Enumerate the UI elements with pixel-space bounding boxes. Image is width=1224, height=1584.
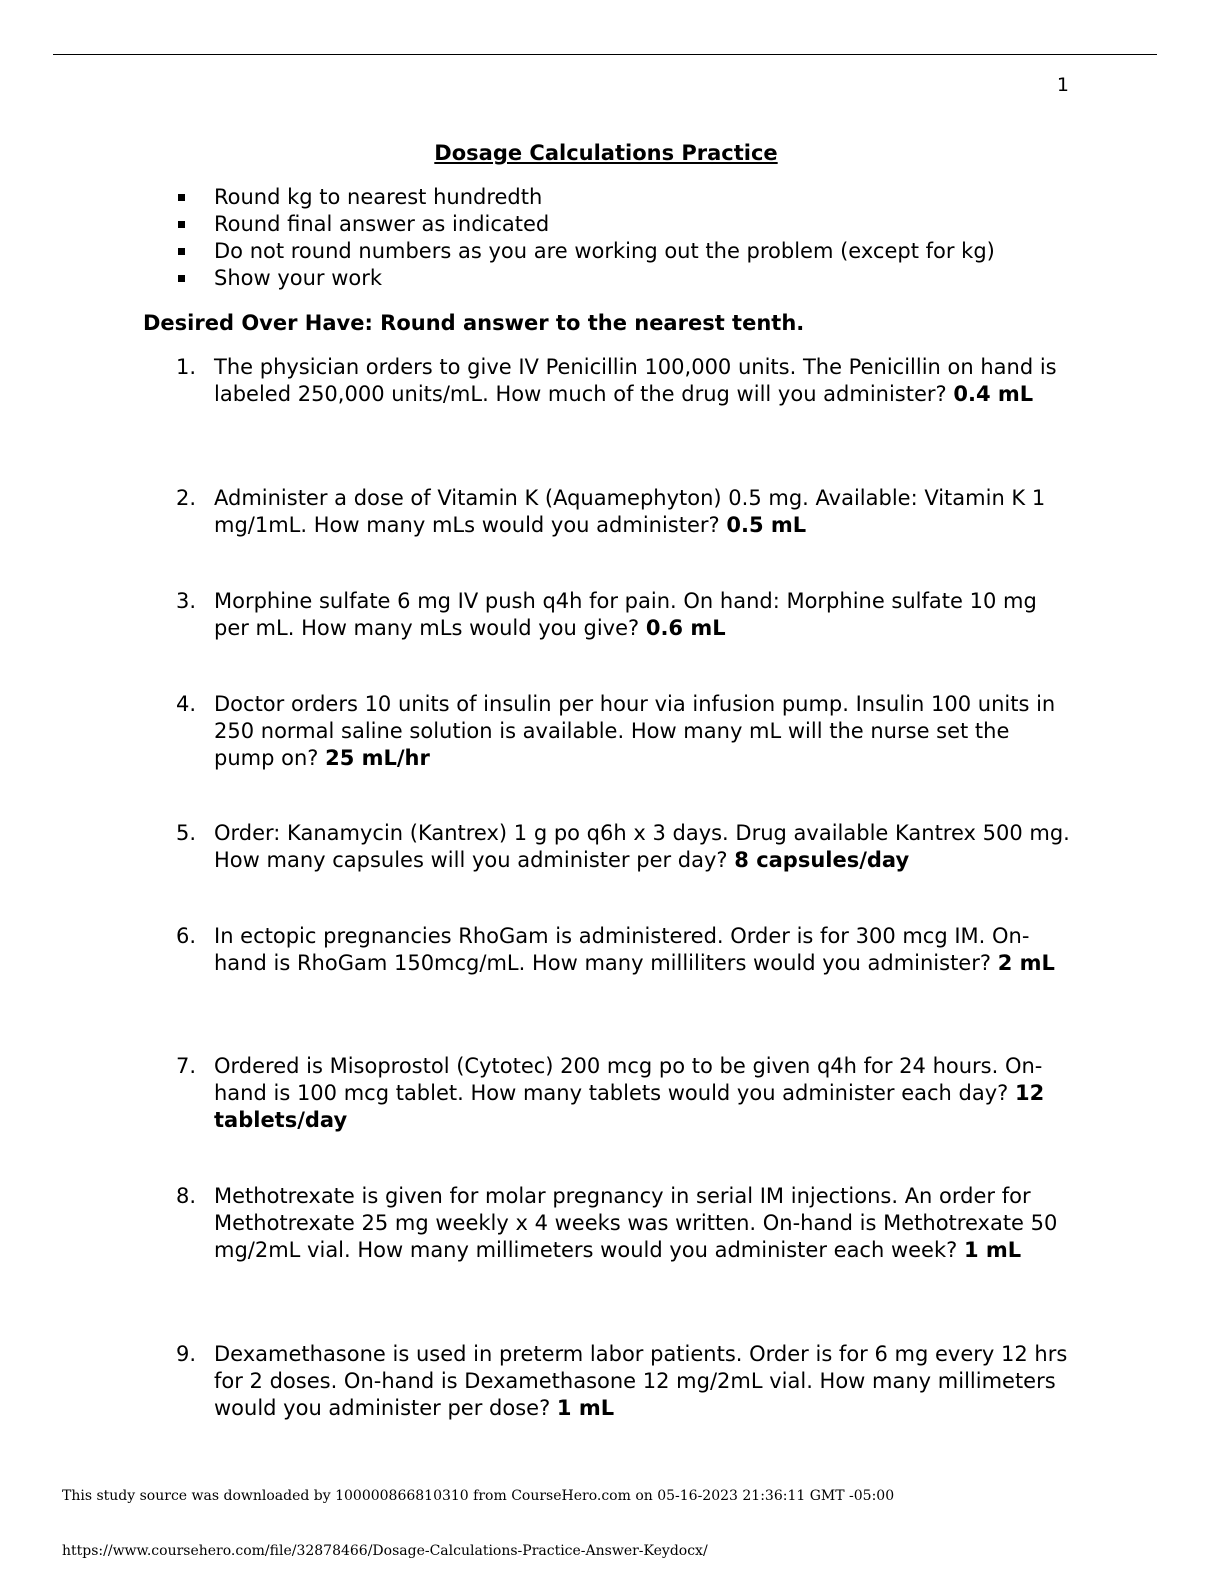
problem-question: Order: Kanamycin (Kantrex) 1 g po q6h x 3 days. Drug available Kantrex 500 mg. How many capsules will you administer per day? [214, 821, 1070, 872]
instruction-item [178, 238, 995, 265]
problem-number: 8. [176, 1184, 197, 1208]
instruction-text: Round kg to nearest hundredth [214, 185, 543, 209]
problem-text-block [214, 1053, 1076, 1134]
problem-number: 3. [176, 589, 197, 613]
problem-number: 1. [176, 355, 197, 379]
problem-question: In ectopic pregnancies RhoGam is administered. Order is for 300 mcg IM. On-hand is RhoGam 150mcg/mL. How many milliliters would you administer? [214, 924, 1030, 975]
problem-number: 6. [176, 924, 197, 948]
problem-answer: 12 tablets/day [214, 1081, 1045, 1132]
problem-item [176, 820, 1076, 874]
instruction-text: Show your work [214, 266, 383, 290]
problem-question: Doctor orders 10 units of insulin per hour via infusion pump. Insulin 100 units in 250 normal saline solution is available. How many mL will the nurse set the pump on? [214, 692, 1056, 770]
problem-text-block [214, 1183, 1076, 1264]
problem-question: Administer a dose of Vitamin K (Aquamephyton) 0.5 mg. Available: Vitamin K 1 mg/1mL. How many mLs would you administer? [214, 486, 1046, 537]
problem-number: 5. [176, 821, 197, 845]
problem-question: Dexamethasone is used in preterm labor patients. Order is for 6 mg every 12 hrs for 2 doses. On-hand is Dexamethasone 12 mg/2mL vial. How many millimeters would you administer per dose? [214, 1342, 1068, 1420]
problem-item [176, 1183, 1076, 1264]
problem-text-block [214, 588, 1076, 642]
problem-answer: 25 mL/hr [325, 746, 430, 770]
square-bullet-icon [178, 275, 185, 282]
problem-text-block [214, 923, 1076, 977]
problem-question: Ordered is Misoprostol (Cytotec) 200 mcg po to be given q4h for 24 hours. On-hand is 100 mcg tablet. How many tablets would you administer each day? [214, 1054, 1043, 1105]
problem-number: 7. [176, 1054, 197, 1078]
problem-text-block [214, 354, 1076, 408]
section-heading: Desired Over Have: Round answer to the nearest tenth. [143, 311, 805, 335]
download-source-note: This study source was downloaded by 100000866810310 from CourseHero.com on 05-16-2023 21:36:11 GMT -05:00 [62, 1488, 895, 1504]
header-rule [53, 54, 1157, 55]
problem-item [176, 354, 1076, 408]
instruction-list [178, 184, 995, 292]
problem-question: The physician orders to give IV Penicillin 100,000 units. The Penicillin on hand is labeled 250,000 units/mL. How much of the drug will you administer? [214, 355, 1057, 406]
instruction-item [178, 265, 995, 292]
page-number: 1 [1056, 74, 1069, 96]
problem-text-block [214, 820, 1076, 874]
problem-number: 2. [176, 486, 197, 510]
problem-question: Morphine sulfate 6 mg IV push q4h for pain. On hand: Morphine sulfate 10 mg per mL. How many mLs would you give? [214, 589, 1037, 640]
square-bullet-icon [178, 248, 185, 255]
problem-item [176, 588, 1076, 642]
problem-question: Methotrexate is given for molar pregnancy in serial IM injections. An order for Methotrexate 25 mg weekly x 4 weeks was written. On-hand is Methotrexate 50 mg/2mL vial. How many millimeters would you administer each week? [214, 1184, 1058, 1262]
problem-text-block [214, 1341, 1076, 1422]
problem-answer: 8 capsules/day [734, 848, 910, 872]
square-bullet-icon [178, 221, 185, 228]
problem-item [176, 1053, 1076, 1134]
problem-answer: 0.4 mL [953, 382, 1034, 406]
problem-number: 4. [176, 692, 197, 716]
instruction-item [178, 211, 995, 238]
problem-answer: 0.6 mL [645, 616, 726, 640]
problem-text-block [214, 485, 1076, 539]
instruction-text: Do not round numbers as you are working out the problem (except for kg) [214, 239, 995, 263]
problem-item [176, 485, 1076, 539]
problem-number: 9. [176, 1342, 197, 1366]
problem-answer: 1 mL [556, 1396, 615, 1420]
instruction-item [178, 184, 995, 211]
problem-answer: 2 mL [997, 951, 1055, 975]
problem-item [176, 1341, 1076, 1422]
problem-answer: 0.5 mL [726, 513, 807, 537]
problem-item [176, 691, 1076, 772]
source-url-link[interactable]: https://www.coursehero.com/file/32878466/Dosage-Calculations-Practice-Answer-Keydocx/ [62, 1543, 708, 1559]
square-bullet-icon [178, 194, 185, 201]
problem-answer: 1 mL [963, 1238, 1022, 1262]
instruction-text: Round final answer as indicated [214, 212, 550, 236]
document-title: Dosage Calculations Practice [434, 141, 778, 165]
problem-text-block [214, 691, 1076, 772]
problem-item [176, 923, 1076, 977]
